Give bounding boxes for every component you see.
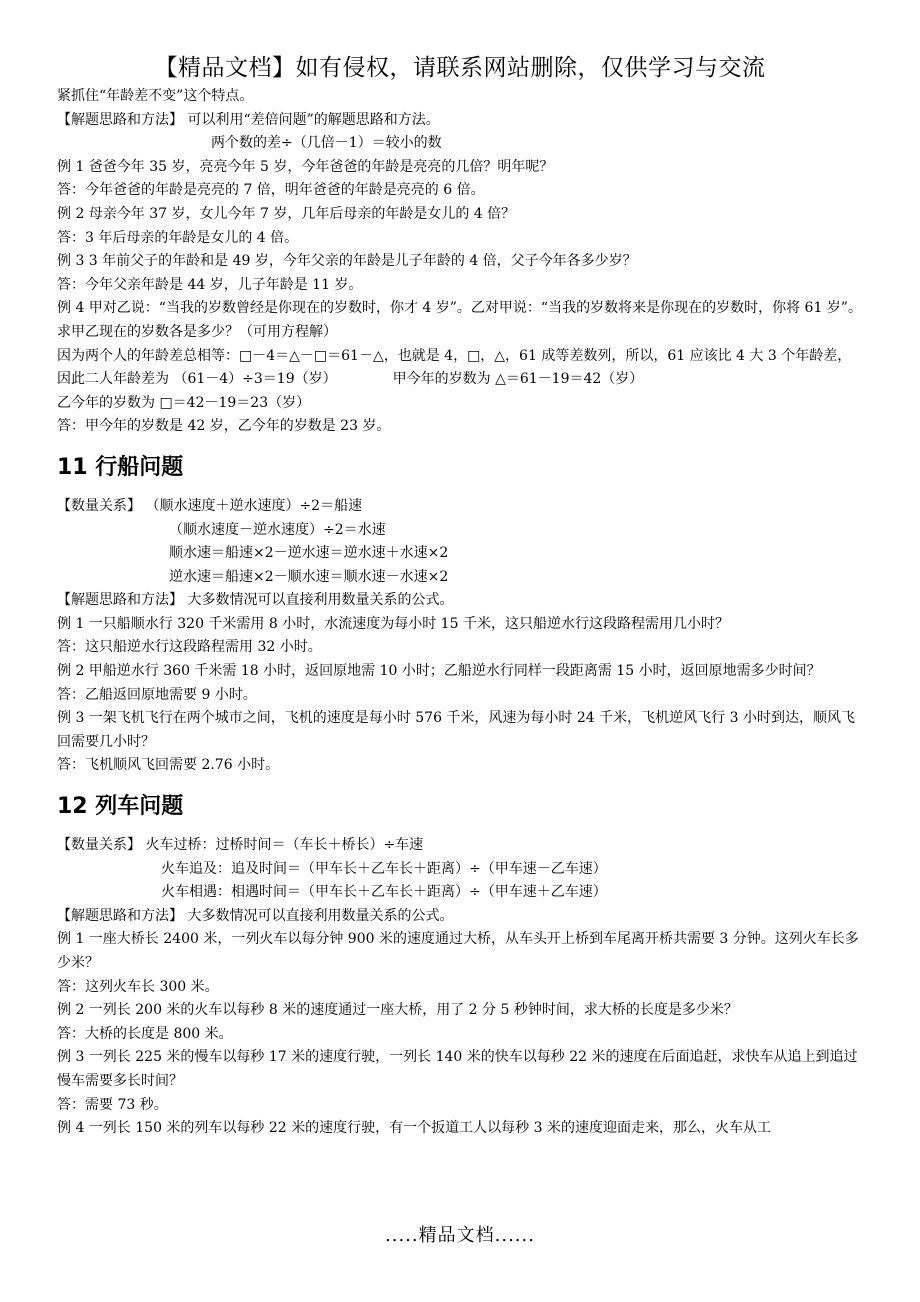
quantity-relation: 逆水速＝船速×2－顺水速＝顺水速－水速×2 xyxy=(169,568,449,585)
ship-problem-section xyxy=(57,453,867,778)
page-header: 【精品文档】如有侵权，请联系网站删除，仅供学习与交流 xyxy=(154,55,766,81)
answer-2: 答：乙船返回原地需要 9 小时。 xyxy=(57,686,257,703)
train-problem-section xyxy=(57,792,867,1141)
answer-4: 答：甲今年的岁数是 42 岁，乙今年的岁数是 23 岁。 xyxy=(57,418,391,435)
method-line: 【解题思路和方法】 大多数情况可以直接利用数量关系的公式。 xyxy=(57,592,454,609)
answer-3: 答：飞机顺风飞回需要 2.76 小时。 xyxy=(57,757,280,774)
answer-1: 答：这只船逆水行这段路程需用 32 小时。 xyxy=(57,639,322,656)
example-1: 例 1 一座大桥长 2400 米，一列火车以每分钟 900 米的速度通过大桥，从车头开上桥到车尾离开桥共需要 3 分钟。这列火车长多少米？ xyxy=(57,931,859,971)
answer-2: 答：大桥的长度是 800 米。 xyxy=(57,1025,233,1042)
page-footer: .....精品文档...... xyxy=(385,1225,535,1246)
example-2: 例 2 母亲今年 37 岁，女儿今年 7 岁，几年后母亲的年龄是女儿的 4 倍？ xyxy=(57,205,516,222)
age-problem-section xyxy=(57,85,867,439)
method-line: 【解题思路和方法】 可以利用“差倍问题”的解题思路和方法。 xyxy=(57,111,440,128)
example-4: 例 4 一列长 150 米的列车以每秒 22 米的速度行驶，有一个扳道工人以每秒 3 米的速度迎面走来，那么，火车从工 xyxy=(57,1120,771,1137)
quantity-relation: 【数量关系】 （顺水速度＋逆水速度）÷2＝船速 xyxy=(57,497,363,514)
answer-3: 答：今年父亲年龄是 44 岁，儿子年龄是 11 岁。 xyxy=(57,276,363,293)
jia-age-calc: 甲今年的岁数为 △＝61－19＝42（岁） xyxy=(392,371,644,388)
example-4: 例 4 甲对乙说：“当我的岁数曾经是你现在的岁数时，你才 4 岁”。乙对甲说：“当我的岁数将来是你现在的岁数时，你将 61 岁”。求甲乙现在的岁数各是多少？（可用方程解） xyxy=(57,300,862,340)
explanation-line: 因为两个人的年龄差总相等：□－4＝△－□＝61－△，也就是 4，□，△，61 成等差数列，所以，61 应该比 4 大 3 个年龄差， xyxy=(57,347,852,364)
quantity-relation: 火车追及：追及时间＝（甲车长＋乙车长＋距离）÷（甲车速－乙车速） xyxy=(161,860,607,877)
example-3: 例 3 一架飞机飞行在两个城市之间，飞机的速度是每小时 576 千米，风速为每小时 24 千米，飞机逆风飞行 3 小时到达，顺风飞回需要几小时？ xyxy=(57,710,855,750)
paragraph: 紧抓住“年龄差不变”这个特点。 xyxy=(57,88,254,104)
example-3: 例 3 3 年前父子的年龄和是 49 岁，今年父亲的年龄是儿子年龄的 4 倍，父子今年各多少岁？ xyxy=(57,253,637,270)
calculation-line xyxy=(57,368,867,392)
quantity-relation: （顺水速度－逆水速度）÷2＝水速 xyxy=(169,521,386,538)
answer-3: 答：需要 73 秒。 xyxy=(57,1096,168,1113)
document-body xyxy=(57,85,867,1141)
example-1: 例 1 一只船顺水行 320 千米需用 8 小时，水流速度为每小时 15 千米，这只船逆水行这段路程需用几小时？ xyxy=(57,615,729,632)
answer-1: 答：今年爸爸的年龄是亮亮的 7 倍，明年爸爸的年龄是亮亮的 6 倍。 xyxy=(57,182,485,199)
yi-age-calc: 乙今年的岁数为 □＝42－19＝23（岁） xyxy=(57,394,311,411)
method-line: 【解题思路和方法】 大多数情况可以直接利用数量关系的公式。 xyxy=(57,907,454,924)
section-title: 11 行船问题 xyxy=(57,454,184,480)
age-difference-calc: 因此二人年龄差为 （61－4）÷3＝19（岁） xyxy=(57,371,337,388)
example-2: 例 2 一列长 200 米的火车以每秒 8 米的速度通过一座大桥，用了 2 分 5 秒钟时间，求大桥的长度是多少米？ xyxy=(57,1002,738,1019)
formula-line: 两个数的差÷（几倍－1）＝较小的数 xyxy=(211,135,442,152)
quantity-relation: 火车相遇：相遇时间＝（甲车长＋乙车长＋距离）÷（甲车速＋乙车速） xyxy=(161,884,607,901)
answer-2: 答：3 年后母亲的年龄是女儿的 4 倍。 xyxy=(57,229,299,246)
example-1: 例 1 爸爸今年 35 岁，亮亮今年 5 岁，今年爸爸的年龄是亮亮的几倍？明年呢？ xyxy=(57,158,554,175)
quantity-relation: 【数量关系】 火车过桥：过桥时间＝（车长＋桥长）÷车速 xyxy=(57,837,424,854)
answer-1: 答：这列火车长 300 米。 xyxy=(57,978,219,995)
example-2: 例 2 甲船逆水行 360 千米需 18 小时，返回原地需 10 小时；乙船逆水行同样一段距离需 15 小时，返回原地需多少时间？ xyxy=(57,663,821,680)
quantity-relation: 顺水速＝船速×2－逆水速＝逆水速＋水速×2 xyxy=(169,545,449,562)
section-title: 12 列车问题 xyxy=(57,794,184,820)
example-3: 例 3 一列长 225 米的慢车以每秒 17 米的速度行驶，一列长 140 米的快车以每秒 22 米的速度在后面追赶，求快车从追上到追过慢车需要多长时间？ xyxy=(57,1049,858,1089)
